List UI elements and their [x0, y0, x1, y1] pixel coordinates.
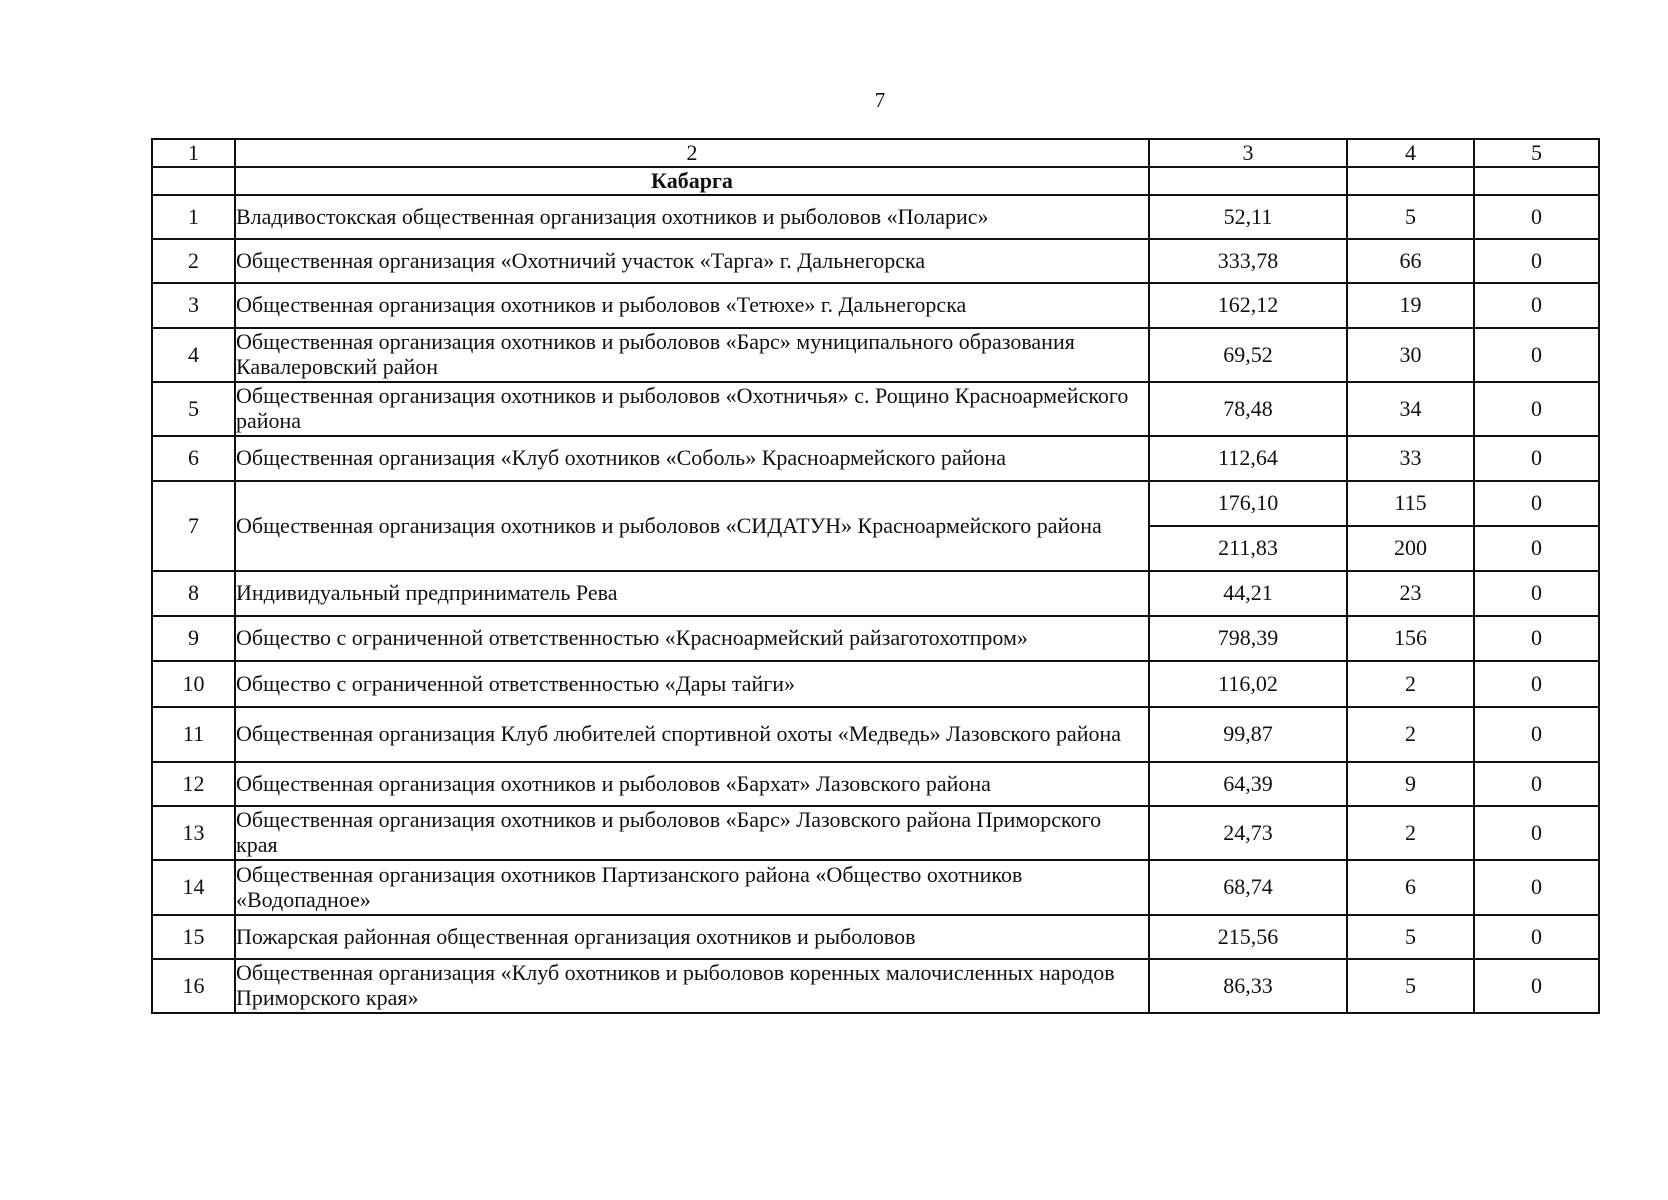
- col3-value: 78,48: [1149, 382, 1347, 436]
- col4-value: 30: [1347, 328, 1474, 382]
- row-number: 1: [152, 195, 235, 239]
- table-row: [152, 283, 1599, 328]
- organization-name: Общество с ограниченной ответственностью «Красноармейский райзаготохотпром»: [235, 616, 1149, 661]
- col5-value: 0: [1474, 481, 1599, 526]
- col4-value: 2: [1347, 806, 1474, 860]
- col3-value: 64,39: [1149, 762, 1347, 806]
- table-row: [152, 616, 1599, 661]
- col4-value: 115: [1347, 481, 1474, 526]
- column-header: 5: [1474, 139, 1599, 167]
- organization-name: Общественная организация охотников Партизанского района «Общество охотников «Водопадное»: [235, 860, 1149, 915]
- table-row: [152, 860, 1599, 915]
- col3-value: 24,73: [1149, 806, 1347, 860]
- col4-value: 200: [1347, 526, 1474, 571]
- col5-value: 0: [1474, 571, 1599, 616]
- section-title: Кабарга: [235, 167, 1149, 195]
- organization-name: Общественная организация охотников и рыболовов «Барс» муниципального образования Кавалеровский район: [235, 328, 1149, 382]
- table-row: [152, 436, 1599, 481]
- col3-value: 333,78: [1149, 239, 1347, 283]
- col4-value: 34: [1347, 382, 1474, 436]
- column-header: 1: [152, 139, 235, 167]
- page-number: 7: [874, 88, 886, 112]
- column-number-row: [152, 139, 1599, 167]
- col5-value: 0: [1474, 762, 1599, 806]
- organization-name: Общественная организация Клуб любителей спортивной охоты «Медведь» Лазовского района: [235, 707, 1149, 762]
- row-number: 11: [152, 707, 235, 762]
- col4-value: 33: [1347, 436, 1474, 481]
- col3-value: 211,83: [1149, 526, 1347, 571]
- table-row: [152, 481, 1599, 526]
- col3-value: 99,87: [1149, 707, 1347, 762]
- table-row: [152, 328, 1599, 382]
- table-row: [152, 959, 1599, 1013]
- col5-value: 0: [1474, 616, 1599, 661]
- data-table: [151, 138, 1600, 1014]
- row-number: 10: [152, 661, 235, 707]
- col5-value: 0: [1474, 860, 1599, 915]
- organization-name: Общество с ограниченной ответственностью «Дары тайги»: [235, 661, 1149, 707]
- table-row: [152, 195, 1599, 239]
- organization-name: Общественная организация охотников и рыболовов «Бархат» Лазовского района: [235, 762, 1149, 806]
- organization-name: Общественная организация охотников и рыболовов «Барс» Лазовского района Приморского края: [235, 806, 1149, 860]
- col4-value: 23: [1347, 571, 1474, 616]
- col4-value: 156: [1347, 616, 1474, 661]
- row-number: 7: [152, 481, 235, 571]
- col3-value: 86,33: [1149, 959, 1347, 1013]
- col4-value: 9: [1347, 762, 1474, 806]
- empty-cell: [152, 167, 235, 195]
- col3-value: 68,74: [1149, 860, 1347, 915]
- col3-value: 116,02: [1149, 661, 1347, 707]
- col3-value: 52,11: [1149, 195, 1347, 239]
- row-number: 16: [152, 959, 235, 1013]
- organization-name: Общественная организация «Охотничий участок «Тарга» г. Дальнегорска: [235, 239, 1149, 283]
- row-number: 5: [152, 382, 235, 436]
- section-row: [152, 167, 1599, 195]
- col5-value: 0: [1474, 328, 1599, 382]
- table-row: [152, 382, 1599, 436]
- col4-value: 66: [1347, 239, 1474, 283]
- col4-value: 5: [1347, 915, 1474, 959]
- table-row: [152, 571, 1599, 616]
- row-number: 15: [152, 915, 235, 959]
- col5-value: 0: [1474, 239, 1599, 283]
- col3-value: 112,64: [1149, 436, 1347, 481]
- col5-value: 0: [1474, 959, 1599, 1013]
- row-number: 13: [152, 806, 235, 860]
- organization-name: Общественная организация охотников и рыболовов «СИДАТУН» Красноармейского района: [235, 481, 1149, 571]
- col4-value: 19: [1347, 283, 1474, 328]
- row-number: 8: [152, 571, 235, 616]
- organization-name: Индивидуальный предприниматель Рева: [235, 571, 1149, 616]
- col3-value: 215,56: [1149, 915, 1347, 959]
- row-number: 9: [152, 616, 235, 661]
- table-row: [152, 915, 1599, 959]
- col5-value: 0: [1474, 283, 1599, 328]
- organization-name: Пожарская районная общественная организация охотников и рыболовов: [235, 915, 1149, 959]
- column-header: 3: [1149, 139, 1347, 167]
- col4-value: 5: [1347, 195, 1474, 239]
- organization-name: Общественная организация «Клуб охотников и рыболовов коренных малочисленных народов Приморского края»: [235, 959, 1149, 1013]
- col5-value: 0: [1474, 526, 1599, 571]
- row-number: 4: [152, 328, 235, 382]
- organization-name: Общественная организация «Клуб охотников «Соболь» Красноармейского района: [235, 436, 1149, 481]
- column-header: 2: [235, 139, 1149, 167]
- col4-value: 6: [1347, 860, 1474, 915]
- table-row: [152, 806, 1599, 860]
- column-header: 4: [1347, 139, 1474, 167]
- col5-value: 0: [1474, 806, 1599, 860]
- empty-cell: [1474, 167, 1599, 195]
- table-row: [152, 661, 1599, 707]
- row-number: 6: [152, 436, 235, 481]
- row-number: 2: [152, 239, 235, 283]
- row-number: 12: [152, 762, 235, 806]
- col3-value: 176,10: [1149, 481, 1347, 526]
- col5-value: 0: [1474, 382, 1599, 436]
- col3-value: 162,12: [1149, 283, 1347, 328]
- col3-value: 798,39: [1149, 616, 1347, 661]
- row-number: 14: [152, 860, 235, 915]
- col3-value: 69,52: [1149, 328, 1347, 382]
- col4-value: 2: [1347, 707, 1474, 762]
- col5-value: 0: [1474, 195, 1599, 239]
- col4-value: 5: [1347, 959, 1474, 1013]
- row-number: 3: [152, 283, 235, 328]
- col4-value: 2: [1347, 661, 1474, 707]
- empty-cell: [1149, 167, 1347, 195]
- col5-value: 0: [1474, 436, 1599, 481]
- col5-value: 0: [1474, 661, 1599, 707]
- organization-name: Владивостокская общественная организация охотников и рыболовов «Поларис»: [235, 195, 1149, 239]
- empty-cell: [1347, 167, 1474, 195]
- organization-name: Общественная организация охотников и рыболовов «Тетюхе» г. Дальнегорска: [235, 283, 1149, 328]
- col5-value: 0: [1474, 915, 1599, 959]
- table-row: [152, 762, 1599, 806]
- table-row: [152, 239, 1599, 283]
- organization-name: Общественная организация охотников и рыболовов «Охотничья» с. Рощино Красноармейского района: [235, 382, 1149, 436]
- col3-value: 44,21: [1149, 571, 1347, 616]
- col5-value: 0: [1474, 707, 1599, 762]
- table-row: [152, 707, 1599, 762]
